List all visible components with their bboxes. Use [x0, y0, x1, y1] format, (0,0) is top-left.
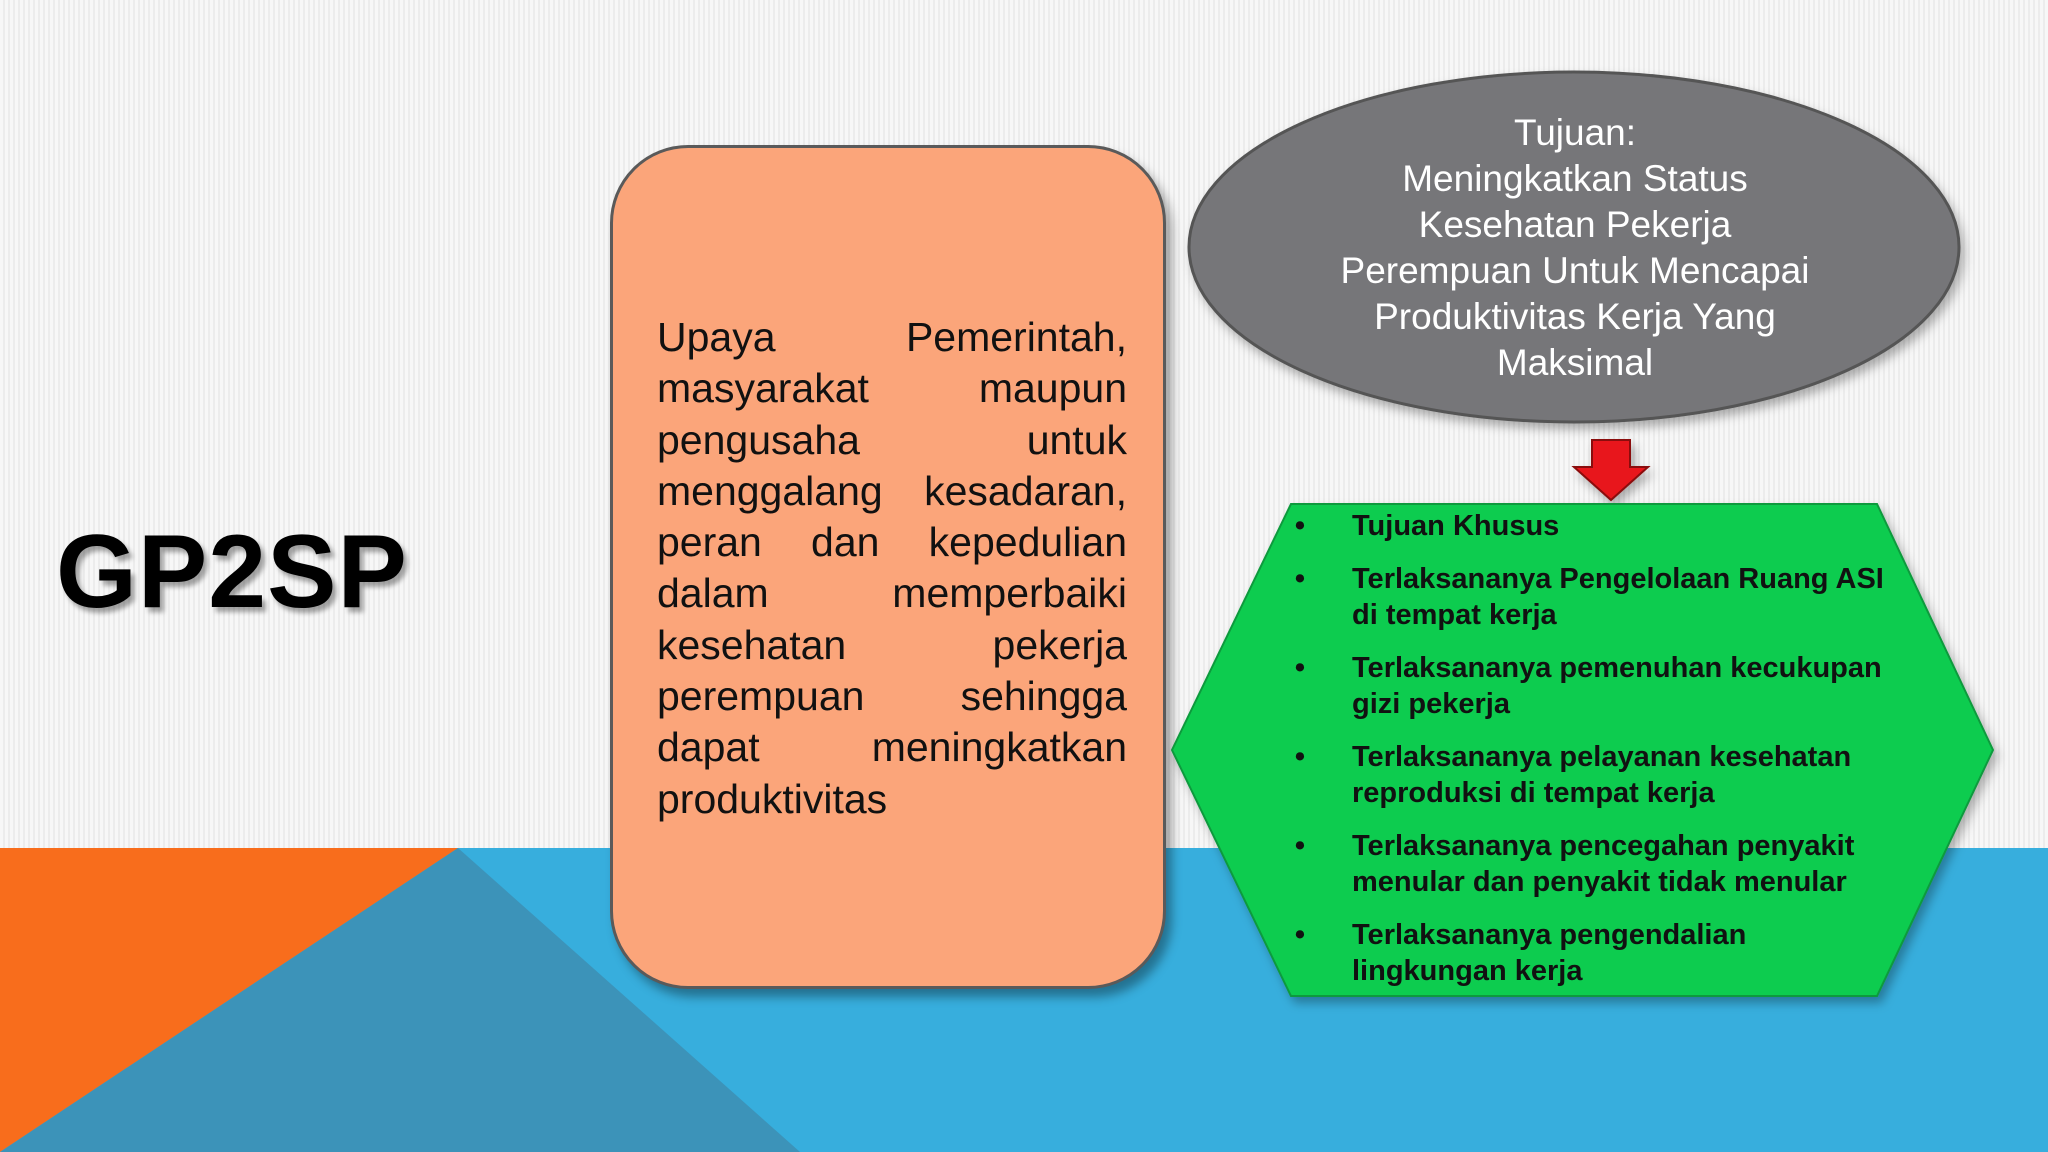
bullet: • [1294, 652, 1306, 684]
bullet: • [1294, 510, 1306, 542]
goal-line: Tujuan: [1513, 112, 1637, 153]
specific-goals-list [1290, 508, 1890, 989]
slide-title: GP2SP [56, 514, 408, 630]
bullet: • [1294, 830, 1306, 862]
list-item-text: Terlaksananya pelayanan kesehatan reproduksi di tempat kerja [1352, 741, 1852, 809]
list-item [1290, 739, 1890, 811]
list-item [1290, 917, 1890, 989]
list-item [1290, 561, 1890, 633]
bullet: • [1294, 919, 1306, 951]
list-item-text: Tujuan Khusus [1352, 510, 1560, 542]
goal-line: Produktivitas Kerja Yang [1374, 296, 1776, 337]
bullet: • [1294, 741, 1306, 773]
goal-line: Maksimal [1496, 342, 1654, 383]
list-item-text: Terlaksananya Pengelolaan Ruang ASI di tempat kerja [1352, 563, 1884, 631]
goal-line: Kesehatan Pekerja [1418, 204, 1732, 245]
list-item-text: Terlaksananya pencegahan penyakit menular dan penyakit tidak menular [1352, 830, 1855, 898]
goal-line: Perempuan Untuk Mencapai [1340, 250, 1810, 291]
list-item-text: Terlaksananya pengendalian lingkungan kerja [1352, 919, 1747, 987]
list-item-text: Terlaksananya pemenuhan kecukupan gizi pekerja [1352, 652, 1882, 720]
list-item [1290, 650, 1890, 722]
goal-text [1290, 110, 1860, 386]
goal-line: Meningkatkan Status [1402, 158, 1748, 199]
list-item [1290, 828, 1890, 900]
list-item [1290, 508, 1890, 544]
definition-text: Upaya Pemerintah, masyarakat maupun pengusaha untuk menggalang kesadaran, peran dan kepedulian dalam memperbaiki kesehatan pekerja perempuan sehingga dapat meningkatkan produktivitas [657, 314, 1127, 822]
bullet: • [1294, 563, 1306, 595]
down-arrow-icon [1574, 440, 1648, 500]
